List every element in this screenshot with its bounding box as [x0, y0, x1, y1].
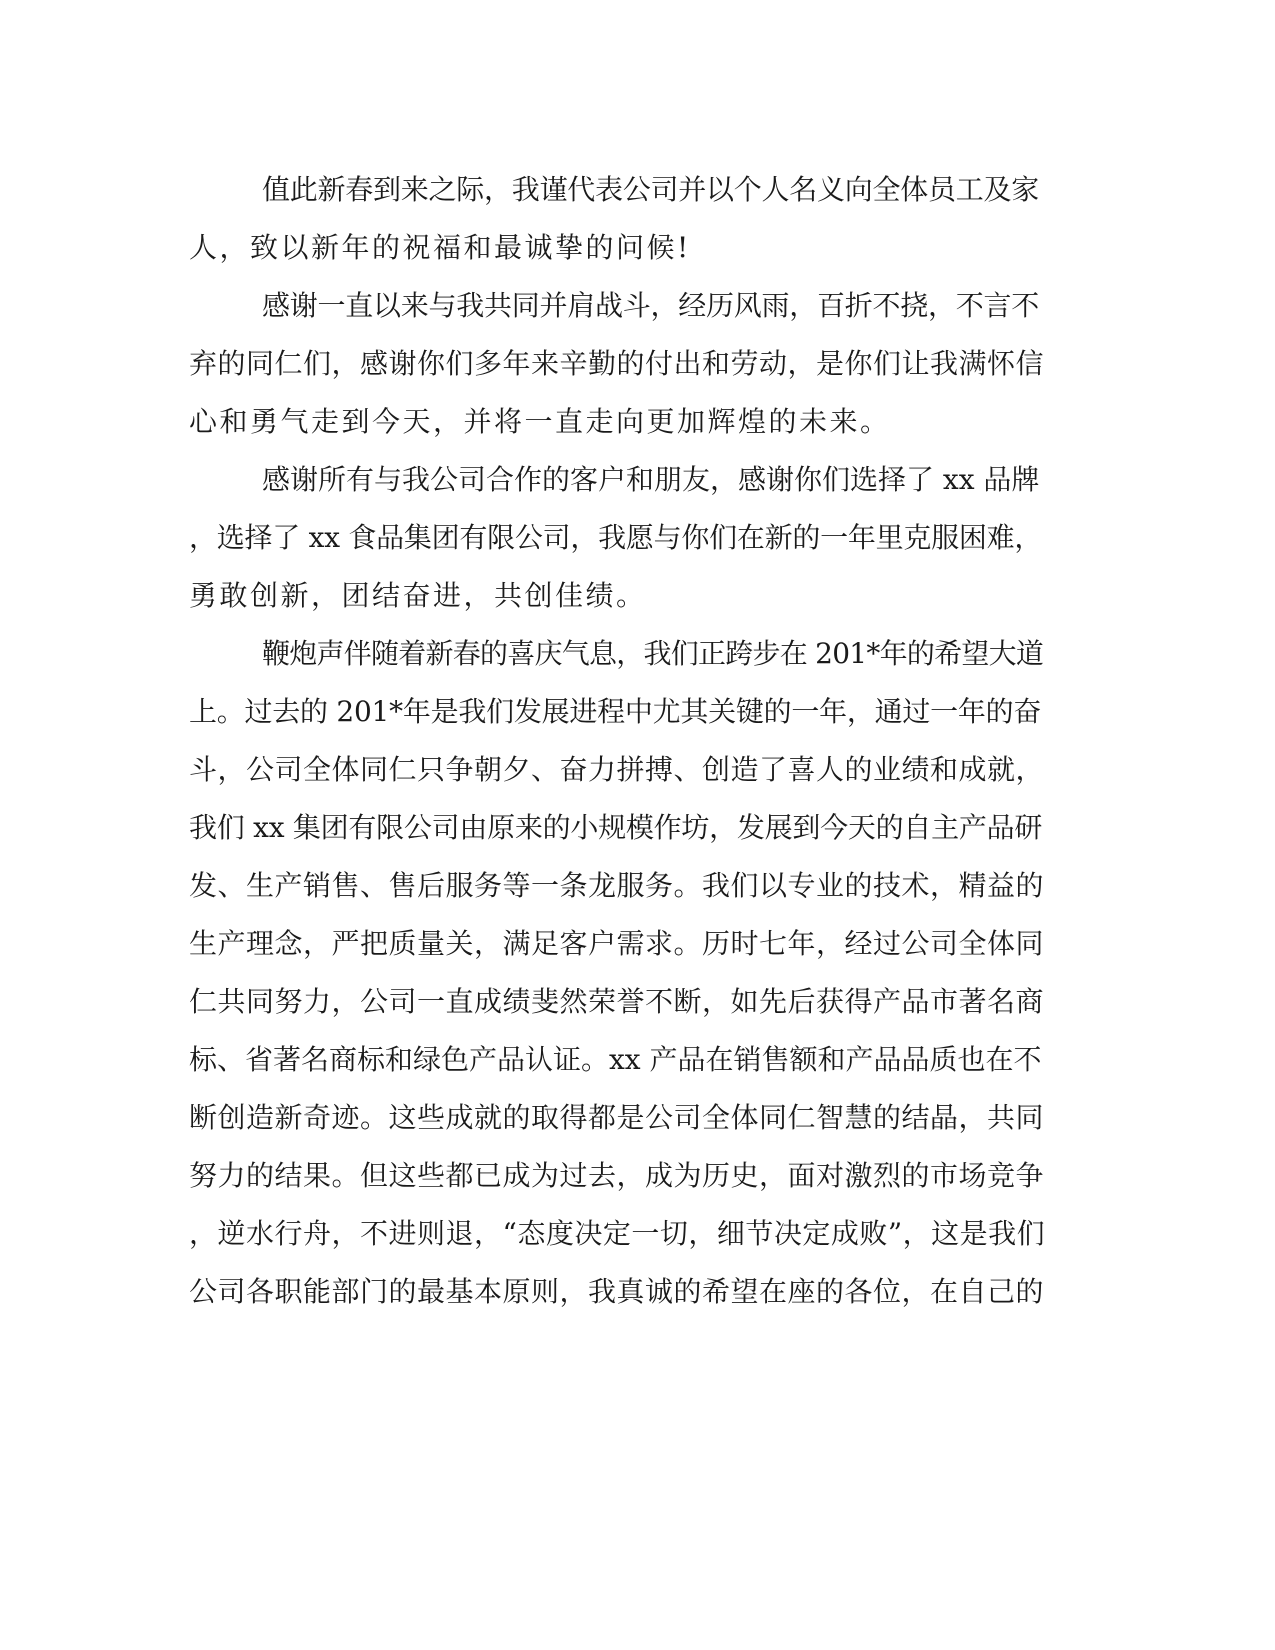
- paragraph-4-line-5: 发、生产销售、售后服务等一条龙服务。我们以专业的技术，精益的: [189, 869, 1045, 902]
- paragraph-1-line-2: 人，致以新年的祝福和最诚挚的问候!: [189, 231, 691, 264]
- paragraph-4-line-2: 上。过去的 201*年是我们发展进程中尤其关键的一年，通过一年的奋: [189, 695, 1042, 728]
- paragraph-4-line-10: 努力的结果。但这些都已成为过去，成为历史，面对激烈的市场竞争: [189, 1159, 1045, 1192]
- paragraph-2-line-3: 心和勇气走到今天，并将一直走向更加辉煌的未来。: [189, 405, 891, 438]
- paragraph-3-line-3: 勇敢创新，团结奋进，共创佳绩。: [189, 579, 647, 612]
- paragraph-3-line-2: ，选择了 xx 食品集团有限公司，我愿与你们在新的一年里克服困难，: [189, 521, 1043, 554]
- paragraph-4-line-1: 鞭炮声伴随着新春的喜庆气息，我们正跨步在 201*年的希望大道: [262, 637, 1044, 670]
- paragraph-3-line-1: 感谢所有与我公司合作的客户和朋友，感谢你们选择了 xx 品牌: [262, 463, 1040, 496]
- paragraph-4-line-8: 标、省著名商标和绿色产品认证。xx 产品在销售额和产品品质也在不: [189, 1043, 1042, 1076]
- paragraph-2-line-2: 弃的同仁们，感谢你们多年来辛勤的付出和劳动，是你们让我满怀信: [189, 347, 1045, 380]
- paragraph-4-line-11: ，逆水行舟，不进则退，“态度决定一切，细节决定成败”，这是我们: [189, 1217, 1046, 1250]
- paragraph-2-line-1: 感谢一直以来与我共同并肩战斗，经历风雨，百折不挠，不言不: [262, 289, 1040, 322]
- paragraph-1-line-1: 值此新春到来之际，我谨代表公司并以个人名义向全体员工及家: [262, 173, 1040, 206]
- paragraph-4-line-3: 斗，公司全体同仁只争朝夕、奋力拼搏、创造了喜人的业绩和成就，: [189, 753, 1045, 786]
- paragraph-4-line-12: 公司各职能部门的最基本原则，我真诚的希望在座的各位，在自己的: [189, 1275, 1045, 1308]
- paragraph-4-line-9: 断创造新奇迹。这些成就的取得都是公司全体同仁智慧的结晶，共同: [189, 1101, 1045, 1134]
- paragraph-4-line-7: 仁共同努力，公司一直成绩斐然荣誉不断，如先后获得产品市著名商: [189, 985, 1045, 1018]
- paragraph-4-line-4: 我们 xx 集团有限公司由原来的小规模作坊，发展到今天的自主产品研: [189, 811, 1043, 844]
- paragraph-4-line-6: 生产理念，严把质量关，满足客户需求。历时七年，经过公司全体同: [189, 927, 1045, 960]
